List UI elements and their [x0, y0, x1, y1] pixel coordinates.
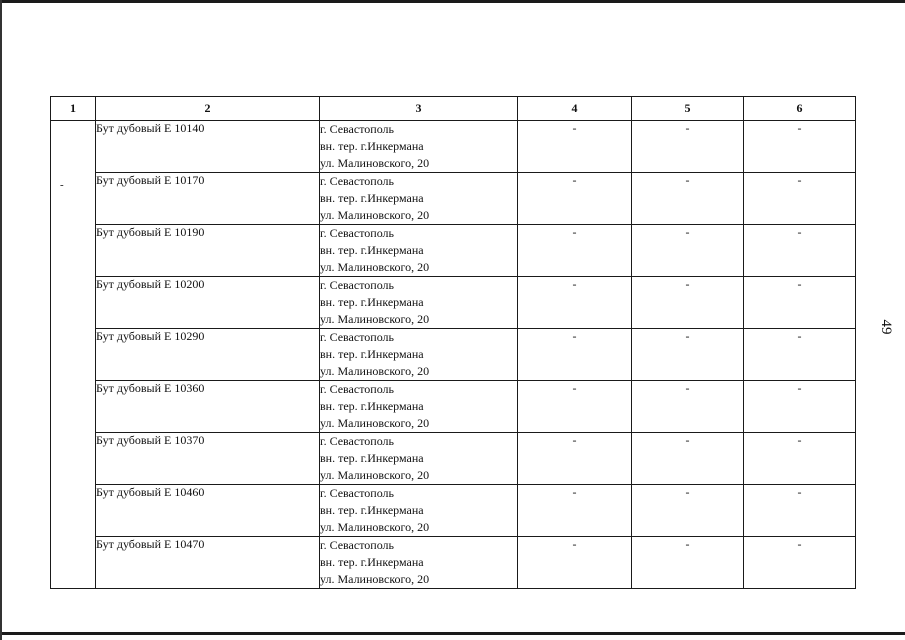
table-row	[51, 537, 856, 589]
column-4-cell: -	[518, 225, 632, 277]
address-territory: вн. тер. г.Инкермана	[320, 347, 424, 361]
address-cell	[320, 381, 518, 433]
object-name-cell: Бут дубовый Е 10140	[96, 121, 320, 173]
address-cell	[320, 173, 518, 225]
column-5-cell: -	[632, 537, 744, 589]
column-5-cell: -	[632, 485, 744, 537]
scan-edge-bottom	[0, 632, 905, 635]
scan-edge-top	[0, 0, 905, 3]
address-territory: вн. тер. г.Инкермана	[320, 295, 424, 309]
address-city: г. Севастополь	[320, 434, 395, 448]
column-header-3: 3	[320, 97, 518, 121]
column-6-cell: -	[744, 537, 856, 589]
address-city: г. Севастополь	[320, 330, 395, 344]
address-cell	[320, 225, 518, 277]
address-city: г. Севастополь	[320, 174, 395, 188]
address-territory: вн. тер. г.Инкермана	[320, 503, 424, 517]
address-territory: вн. тер. г.Инкермана	[320, 243, 424, 257]
address-street: ул. Малиновского, 20	[320, 156, 430, 170]
document-table	[50, 96, 856, 589]
column-5-cell: -	[632, 121, 744, 173]
address-territory: вн. тер. г.Инкермана	[320, 451, 424, 465]
column-4-cell: -	[518, 433, 632, 485]
address-street: ул. Малиновского, 20	[320, 416, 430, 430]
table-row	[51, 381, 856, 433]
address-cell	[320, 537, 518, 589]
column-6-cell: -	[744, 381, 856, 433]
address-cell	[320, 277, 518, 329]
column-4-cell: -	[518, 485, 632, 537]
table-row	[51, 121, 856, 173]
object-name-cell: Бут дубовый Е 10200	[96, 277, 320, 329]
column-4-cell: -	[518, 121, 632, 173]
address-city: г. Севастополь	[320, 226, 395, 240]
column-4-cell: -	[518, 173, 632, 225]
column-header-2: 2	[96, 97, 320, 121]
address-territory: вн. тер. г.Инкермана	[320, 191, 424, 205]
table-row	[51, 173, 856, 225]
column-6-cell: -	[744, 173, 856, 225]
address-street: ул. Малиновского, 20	[320, 468, 430, 482]
address-cell	[320, 329, 518, 381]
address-street: ул. Малиновского, 20	[320, 260, 430, 274]
column-header-1: 1	[51, 97, 96, 121]
column-4-cell: -	[518, 381, 632, 433]
address-territory: вн. тер. г.Инкермана	[320, 555, 424, 569]
column-5-cell: -	[632, 381, 744, 433]
table-row	[51, 433, 856, 485]
column-6-cell: -	[744, 225, 856, 277]
address-city: г. Севастополь	[320, 486, 395, 500]
address-cell	[320, 433, 518, 485]
column-header-5: 5	[632, 97, 744, 121]
address-street: ул. Малиновского, 20	[320, 520, 430, 534]
object-name-cell: Бут дубовый Е 10370	[96, 433, 320, 485]
address-territory: вн. тер. г.Инкермана	[320, 399, 424, 413]
column-6-cell: -	[744, 121, 856, 173]
column-6-cell: -	[744, 329, 856, 381]
object-name-cell: Бут дубовый Е 10190	[96, 225, 320, 277]
object-name-cell: Бут дубовый Е 10170	[96, 173, 320, 225]
column-header-6: 6	[744, 97, 856, 121]
table-row	[51, 329, 856, 381]
margin-mark: -	[60, 179, 64, 191]
table-row	[51, 225, 856, 277]
address-street: ул. Малиновского, 20	[320, 312, 430, 326]
address-city: г. Севастополь	[320, 382, 395, 396]
object-name-cell: Бут дубовый Е 10290	[96, 329, 320, 381]
address-street: ул. Малиновского, 20	[320, 208, 430, 222]
page-number: 49	[878, 319, 894, 335]
column-4-cell: -	[518, 537, 632, 589]
object-name-cell: Бут дубовый Е 10460	[96, 485, 320, 537]
table-row	[51, 485, 856, 537]
column-5-cell: -	[632, 225, 744, 277]
address-street: ул. Малиновского, 20	[320, 364, 430, 378]
column-4-cell: -	[518, 277, 632, 329]
address-city: г. Севастополь	[320, 538, 395, 552]
column-5-cell: -	[632, 277, 744, 329]
address-territory: вн. тер. г.Инкермана	[320, 139, 424, 153]
table-body	[51, 121, 856, 589]
address-cell	[320, 121, 518, 173]
column-6-cell: -	[744, 433, 856, 485]
column-5-cell: -	[632, 173, 744, 225]
column-1-merged-cell	[51, 121, 96, 589]
column-4-cell: -	[518, 329, 632, 381]
address-cell	[320, 485, 518, 537]
address-city: г. Севастополь	[320, 278, 395, 292]
column-6-cell: -	[744, 277, 856, 329]
table-header-row	[51, 97, 856, 121]
address-city: г. Севастополь	[320, 122, 395, 136]
table-row	[51, 277, 856, 329]
column-header-4: 4	[518, 97, 632, 121]
scan-edge-left	[0, 0, 2, 640]
column-6-cell: -	[744, 485, 856, 537]
address-street: ул. Малиновского, 20	[320, 572, 430, 586]
column-5-cell: -	[632, 329, 744, 381]
object-name-cell: Бут дубовый Е 10470	[96, 537, 320, 589]
object-name-cell: Бут дубовый Е 10360	[96, 381, 320, 433]
column-5-cell: -	[632, 433, 744, 485]
